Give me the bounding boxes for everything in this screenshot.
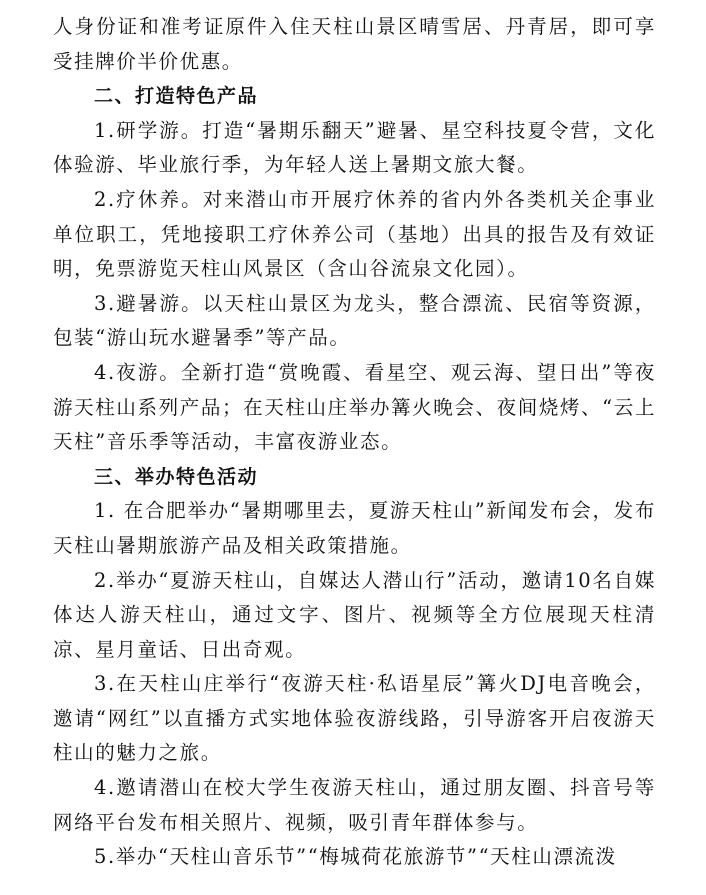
section-heading-activities: 三、举办特色活动 xyxy=(94,465,259,488)
document-page xyxy=(53,10,656,875)
section-heading-products: 二、打造特色产品 xyxy=(94,85,259,108)
paragraph-night-tour: 4.夜游。全新打造“赏晚霞、看星空、观云海、望日出”等夜游天柱山系列产品；在天柱山庄举办篝火晚会、夜间烧烤、“云上天柱”音乐季等活动，丰富夜游业态。 xyxy=(53,360,656,454)
intro-continuation-paragraph: 人身份证和准考证原件入住天柱山景区晴雪居、丹青居，即可享受挂牌价半价优惠。 xyxy=(53,15,656,73)
paragraph-student-night-tour: 4.邀请潜山在校大学生夜游天柱山，通过朋友圈、抖音号等网络平台发布相关照片、视频，吸引青年群体参与。 xyxy=(53,776,656,834)
paragraph-study-tour: 1.研学游。打造“暑期乐翻天”避暑、星空科技夏令营，文化体验游、毕业旅行季，为年轻人送上暑期文旅大餐。 xyxy=(53,118,656,177)
paragraph-summer-retreat: 3.避暑游。以天柱山景区为龙头，整合漂流、民宿等资源，包装“游山玩水避暑季”等产品。 xyxy=(53,291,656,350)
paragraph-recuperation: 2.疗休养。对来潜山市开展疗休养的省内外各类机关企事业单位职工，凭地接职工疗休养公司（基地）出具的报告及有效证明，免票游览天柱山风景区（含山谷流泉文化园）。 xyxy=(53,187,656,281)
paragraph-bonfire-party: 3.在天柱山庄举行“夜游天柱·私语星辰”篝火DJ电音晚会，邀请“网红”以直播方式实地体验夜游线路，引导游客开启夜游天柱山的魅力之旅。 xyxy=(53,672,656,765)
paragraph-press-conference: 1. 在合肥举办“暑期哪里去，夏游天柱山”新闻发布会，发布天柱山暑期旅游产品及相关政策措施。 xyxy=(53,499,656,557)
paragraph-influencer-event: 2.举办“夏游天柱山，自媒达人潜山行”活动，邀请10名自媒体达人游天柱山，通过文字、图片、视频等全方位展现天柱清凉、星月童话、日出奇观。 xyxy=(53,568,656,661)
paragraph-festivals: 5.举办“天柱山音乐节”“梅城荷花旅游节”“天柱山漂流泼 xyxy=(94,845,617,869)
